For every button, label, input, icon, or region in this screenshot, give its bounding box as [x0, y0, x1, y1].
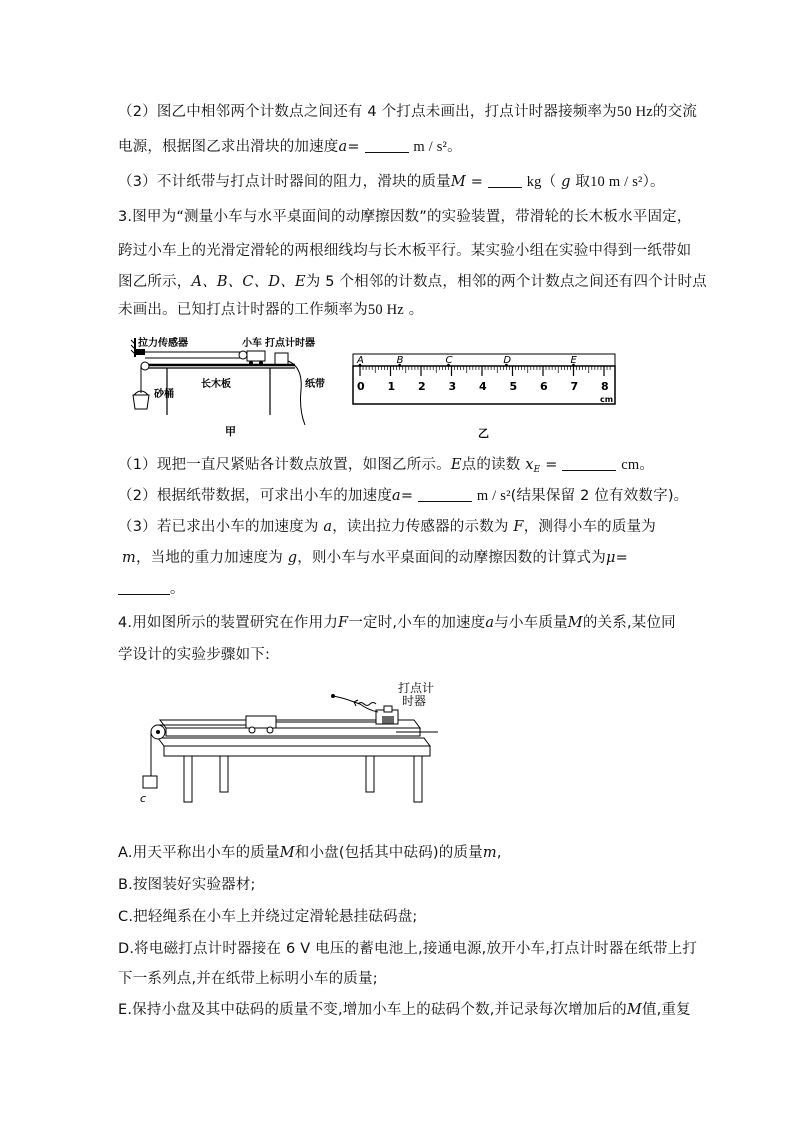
- car-pulley: [239, 351, 247, 359]
- paper-tape: [288, 361, 305, 425]
- label-timer: 打点计时器: [398, 681, 435, 708]
- counting-point-label: D: [503, 355, 512, 366]
- q3-intro-4-text: 未画出。已知打点计时器的工作频率为: [118, 302, 368, 318]
- q4-step-E-end: 值,重复: [641, 1002, 691, 1018]
- q3-s2-unit: m / s²: [476, 488, 511, 504]
- sensor: [136, 349, 145, 355]
- q3-s3-mu: μ: [605, 550, 616, 566]
- q3-s3-line-1: [118, 517, 656, 537]
- q3-s3-text-5: ，则小车与水平桌面间的动摩擦因数的计算式为: [297, 550, 606, 566]
- q2-line-2: [118, 137, 462, 157]
- q3-intro-4: [118, 300, 423, 320]
- q4-step-B-text: B.按图装好实验器材;: [118, 877, 256, 893]
- q4-step-B: [118, 875, 256, 895]
- q4-step-C: [118, 907, 418, 927]
- q3-s2-text: （2）根据纸带数据，可求出小车的加速度: [118, 488, 393, 504]
- q4-intro-2-text: 学设计的实验步骤如下:: [118, 647, 271, 663]
- ruler-number: 4: [479, 380, 487, 393]
- ruler-number: 5: [509, 380, 518, 393]
- q2-equals: =: [347, 139, 360, 155]
- caption-yi: 乙: [478, 427, 489, 440]
- ruler-number: 1: [387, 380, 396, 393]
- q3-s3-text-2: ，读出拉力传感器的示数为: [332, 519, 509, 535]
- q4-intro-text-4: 的关系,某位同: [582, 615, 676, 631]
- q2-g-value: 取10 m / s²: [575, 174, 643, 190]
- q3-s1-blank[interactable]: [562, 456, 616, 471]
- leg-4: [414, 756, 422, 802]
- q4-step-D-text-2: 下一系列点,并在纸带上标明小车的质量;: [118, 971, 378, 987]
- q3-s3-line-2: [122, 548, 628, 568]
- q4-step-D-1: [118, 939, 697, 959]
- q2-line-1: [118, 102, 697, 122]
- q2-line-1-text: （2）图乙中相邻两个计数点之间还有 4 个打点未画出，打点计时器接频率为: [118, 104, 617, 120]
- ruler-number: 0: [357, 380, 365, 393]
- counting-point-label: B: [396, 355, 404, 366]
- figure-jia: [125, 335, 330, 440]
- q3-s3-m: m: [122, 550, 136, 566]
- ruler-number: 6: [540, 380, 548, 393]
- q3-s1-x-sub: E: [533, 465, 541, 475]
- ruler-number: 3: [448, 380, 457, 393]
- q2-accel-blank[interactable]: [365, 138, 409, 153]
- q3-s1-end: 。: [639, 457, 655, 473]
- caption-jia: 甲: [225, 425, 236, 438]
- timer: [275, 353, 288, 365]
- label-timer: 打点计时器: [265, 338, 315, 349]
- q4-step-A-m: m: [482, 845, 497, 861]
- q4-a: a: [485, 615, 495, 631]
- figure-yi: [348, 352, 623, 442]
- leg-3: [366, 756, 374, 792]
- car: [246, 716, 276, 728]
- q3-s3-g: g: [287, 550, 298, 566]
- car: [247, 351, 265, 361]
- q3-freq: 50 Hz: [367, 302, 404, 318]
- table-top: [158, 738, 430, 746]
- ruler-number: 7: [570, 380, 579, 393]
- q3-points: A、B、C、D、E: [191, 274, 306, 290]
- q3-s3-a: a: [323, 519, 333, 535]
- q4-step-E-M: M: [626, 1002, 642, 1018]
- label-c: c: [140, 792, 147, 805]
- label-sensor: 拉力传感器: [138, 338, 188, 349]
- q2-mass-blank[interactable]: [488, 173, 522, 188]
- label-tape: 纸带: [305, 379, 325, 390]
- counting-point-label: E: [570, 355, 577, 366]
- q2-kg: kg（: [526, 174, 557, 190]
- q3-intro-2: [118, 241, 691, 261]
- q2-period: 。: [447, 139, 462, 155]
- q3-s1: （1）现把一直尺紧贴各计数点放置，如图乙所示。E点的读数 $x_E$ = cm。: [118, 457, 655, 475]
- q3-s3-equals: =: [615, 550, 628, 566]
- q2-line-3: [118, 172, 665, 192]
- ruler-unit: cm: [600, 395, 614, 404]
- q3-intro-3: [118, 272, 707, 292]
- q4-intro-text-2: 一定时,小车的加速度: [348, 615, 486, 631]
- q3-s3-blank[interactable]: [118, 580, 170, 595]
- q3-s1-unit: cm: [621, 457, 640, 473]
- q4-step-E: [118, 1000, 691, 1020]
- q4-step-D-2: [118, 969, 378, 989]
- ruler-number: 8: [601, 380, 609, 393]
- q4-step-A-text-2: 和小盘(包括其中砝码)的质量: [294, 845, 483, 861]
- ruler-number: 2: [418, 380, 426, 393]
- q3-s2-blank[interactable]: [418, 487, 472, 502]
- q3-s1-x: x: [525, 457, 534, 473]
- q3-s1-E: E: [450, 457, 462, 473]
- hanging-weight: [143, 776, 157, 788]
- q3-intro-3-end: 为 5 个相邻的计数点，相邻的两个计数点之间还有四个计时点: [305, 274, 707, 290]
- q4-step-D-text: D.将电磁打点计时器接在 6 V 电压的蓄电池上,接通电源,放开小车,打点计时器在纸带上打: [118, 941, 698, 957]
- q4-intro-text: 4.用如图所示的装置研究在作用力: [118, 615, 339, 631]
- q3-s2-note: (结果保留 2 位有效数字)。: [510, 488, 689, 504]
- q2-unit: m / s²: [413, 139, 448, 155]
- q4-intro-text-3: 与小车质量: [494, 615, 568, 631]
- q3-intro-1-text: 3.图甲为“测量小车与水平桌面间的动摩擦因数”的实验装置，带滑轮的长木板水平固定，: [118, 209, 692, 225]
- q3-intro-2-text: 跨过小车上的光滑定滑轮的两根细线均与长木板平行。某实验小组在实验中得到一纸带如: [118, 243, 692, 259]
- q4-F: F: [338, 615, 349, 631]
- q3-s3-text-3: ，测得小车的质量为: [523, 519, 656, 535]
- q4-step-C-text: C.把轻绳系在小车上并绕过定滑轮悬挂砝码盘;: [118, 909, 418, 925]
- q3-intro-1: [118, 207, 692, 227]
- q2-equals-2: =: [470, 174, 484, 190]
- q2-line-3-text: （3）不计纸带与打点计时器间的阻力，滑块的质量: [118, 174, 451, 190]
- q3-s3-text: （3）若已求出小车的加速度为: [118, 519, 319, 535]
- figure-q4: [128, 680, 448, 830]
- q3-intro-4-end: 。: [408, 302, 424, 318]
- q4-step-E-text: E.保持小盘及其中砝码的质量不变,增加小车上的砝码个数,并记录每次增加后的: [118, 1002, 627, 1018]
- q2-a-symbol: a: [338, 139, 348, 155]
- counting-point-label: A: [357, 355, 364, 366]
- q3-s1-text: （1）现把一直尺紧贴各计数点放置，如图乙所示。: [118, 457, 451, 473]
- q2-g-symbol: g: [561, 174, 571, 190]
- q3-intro-3-text: 图乙所示，: [118, 274, 192, 290]
- q4-intro-2: [118, 645, 270, 665]
- q3-s1-text-2: 点的读数: [461, 457, 521, 473]
- ruler-numbers: [357, 380, 609, 393]
- q4-intro-1: [118, 613, 676, 633]
- q2-close: ）。: [642, 174, 665, 190]
- q2-line-2-text: 电源，根据图乙求出滑块的加速度: [118, 139, 339, 155]
- q3-s3-F: F: [513, 519, 524, 535]
- q4-step-A-end: ,: [496, 845, 502, 861]
- counting-point-label: C: [445, 355, 453, 366]
- q3-s3-line-3: [118, 579, 185, 599]
- q3-s2: （2）根据纸带数据，可求出小车的加速度a= m / s²(结果保留 2 位有效数字)。: [118, 488, 689, 504]
- leg-2: [220, 756, 228, 792]
- label-car: 小车: [242, 338, 262, 349]
- table-pulley: [141, 362, 149, 370]
- leg-1: [184, 756, 192, 802]
- q4-step-A-text: A.用天平称出小车的质量: [118, 845, 280, 861]
- label-board: 长木板: [201, 379, 231, 390]
- q2-line-1-end: 的交流: [652, 104, 698, 120]
- q2-M-symbol: M: [450, 174, 466, 190]
- q4-step-A: [118, 843, 502, 863]
- q3-s3-end: 。: [170, 581, 185, 597]
- q4-M: M: [567, 615, 583, 631]
- label-sandbucket: 砂桶: [154, 389, 174, 400]
- q4-step-A-M: M: [279, 845, 295, 861]
- q3-s3-text-4: ，当地的重力加速度为: [135, 550, 283, 566]
- sand-bucket: [133, 395, 149, 409]
- q2-freq: 50 Hz: [616, 104, 653, 120]
